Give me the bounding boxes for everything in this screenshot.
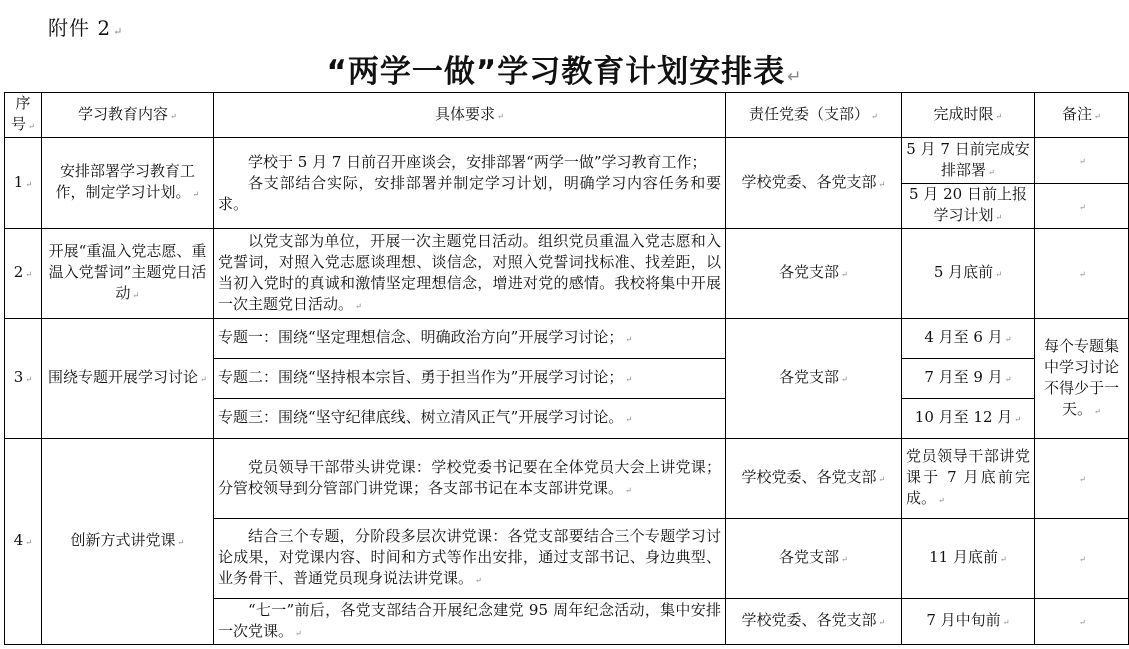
row4-remark-1: ↵: [1035, 439, 1129, 519]
attachment-label: 附件 2 ↵: [48, 16, 124, 40]
row4-remark-2: ↵: [1035, 519, 1129, 599]
header-content: 学习教育内容 ↵: [42, 93, 214, 138]
row3-content: 围绕专题开展学习讨论 ↵: [42, 319, 214, 439]
table-row: [5, 229, 1129, 319]
row1-requirement-1: 学校于 5 月 7 日前召开座谈会，安排部署“两学一做”学习教育工作；: [248, 152, 707, 171]
row1-responsible: 学校党委、各党支部 ↵: [726, 138, 902, 229]
row1-remark-2: ↵: [1035, 184, 1129, 229]
row4-item-1: 党员领导干部带头讲党课：学校党委书记要在全体党员大会上讲党课；分管校领导到分管部门讲党课；各支部书记在本支部讲党课。 ↵: [214, 439, 726, 519]
row2-deadline: 5 月底前 ↵: [902, 229, 1035, 319]
table-row: [5, 439, 1129, 519]
row3-deadline-2: 7 月至 9 月 ↵: [902, 359, 1035, 399]
header-requirements: 具体要求 ↵: [214, 93, 726, 138]
row2-seq: 2 ↵: [5, 229, 42, 319]
row3-seq: 3 ↵: [5, 319, 42, 439]
row4-content: 创新方式讲党课 ↵: [42, 439, 214, 645]
row4-seq: 4 ↵: [5, 439, 42, 645]
row3-deadline-3: 10 月至 12 月 ↵: [902, 399, 1035, 439]
row1-deadline-2: 5 月 20 日前上报学习计划 ↵: [902, 184, 1035, 229]
header-seq: 序号 ↵: [5, 93, 42, 138]
row4-deadline-2: 11 月底前 ↵: [902, 519, 1035, 599]
row2-content: 开展“重温入党志愿、重温入党誓词”主题党日活动 ↵: [42, 229, 214, 319]
row3-topic-2: 专题二：围绕“坚持根本宗旨、勇于担当作为”开展学习讨论； ↵: [214, 359, 726, 399]
row4-responsible-1: 学校党委、各党支部 ↵: [726, 439, 902, 519]
row3-remark: 每个专题集中学习讨论不得少于一天。 ↵: [1035, 319, 1129, 439]
row4-deadline-1: 党员领导干部讲党课于 7 月底前完成。 ↵: [902, 439, 1035, 519]
header-remarks: 备注 ↵: [1035, 93, 1129, 138]
table-row: [5, 319, 1129, 359]
row3-topic-1: 专题一：围绕“坚定理想信念、明确政治方向”开展学习讨论； ↵: [214, 319, 726, 359]
row1-seq: 1 ↵: [5, 138, 42, 229]
row4-responsible-3: 学校党委、各党支部 ↵: [726, 599, 902, 645]
row3-responsible: 各党支部 ↵: [726, 319, 902, 439]
document-title: “两学一做”学习教育计划安排表 ↵: [326, 54, 803, 90]
plan-table: [4, 92, 1129, 645]
row1-requirements: [214, 138, 726, 229]
row2-requirements: 以党支部为单位，开展一次主题党日活动。组织党员重温入党志愿和入党誓词，对照入党志愿谈理想、谈信念，对照入党誓词找标准、找差距，以当初入党时的真诚和激情坚定理想信念，增进对党的感情。我校将集中开展一次主题党日活动。 ↵: [214, 229, 726, 319]
row1-content: 安排部署学习教育工作，制定学习计划。 ↵: [42, 138, 214, 229]
row3-topic-3: 专题三：围绕“坚守纪律底线、树立清风正气”开展学习讨论。 ↵: [214, 399, 726, 439]
table-row: [5, 138, 1129, 184]
row1-requirement-2: 各支部结合实际，安排部署并制定学习计划，明确学习内容任务和要求。: [218, 173, 721, 213]
row1-deadline-1: 5 月 7 日前完成安排部署 ↵: [902, 138, 1035, 184]
row2-remark: ↵: [1035, 229, 1129, 319]
table-header-row: [5, 93, 1129, 138]
row3-deadline-1: 4 月至 6 月 ↵: [902, 319, 1035, 359]
header-responsible: 责任党委（支部） ↵: [726, 93, 902, 138]
row4-remark-3: ↵: [1035, 599, 1129, 645]
row2-responsible: 各党支部 ↵: [726, 229, 902, 319]
row4-deadline-3: 7 月中旬前 ↵: [902, 599, 1035, 645]
header-deadline: 完成时限 ↵: [902, 93, 1035, 138]
row4-item-2: 结合三个专题，分阶段多层次讲党课：各党支部要结合三个专题学习讨论成果，对党课内容、时间和方式等作出安排，通过支部书记、身边典型、业务骨干、普通党员现身说法讲党课。 ↵: [214, 519, 726, 599]
row4-responsible-2: 各党支部 ↵: [726, 519, 902, 599]
row4-item-3: “七一”前后，各党支部结合开展纪念建党 95 周年纪念活动，集中安排一次党课。 ↵: [214, 599, 726, 645]
row1-remark-1: ↵: [1035, 138, 1129, 184]
